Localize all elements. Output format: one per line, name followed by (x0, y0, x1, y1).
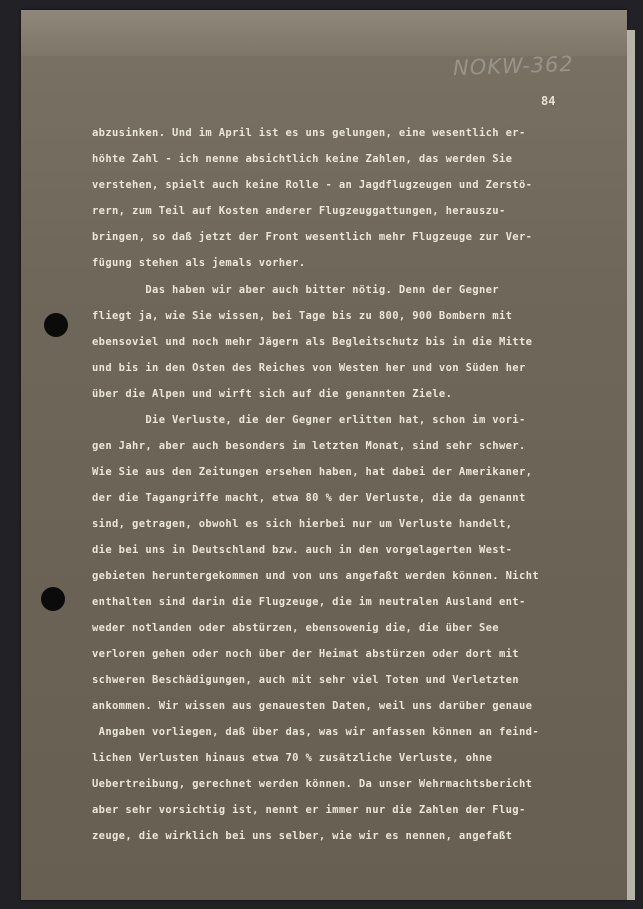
punch-hole-top (44, 313, 68, 337)
text-line: Das haben wir aber auch bitter nötig. Denn der Gegner (92, 284, 499, 296)
text-line: über die Alpen und wirft sich auf die genannten Ziele. (92, 388, 453, 400)
text-line: abzusinken. Und im April ist es uns gelungen, eine wesentlich er- (92, 127, 526, 139)
text-line: fliegt ja, wie Sie wissen, bei Tage bis zu 800, 900 Bombern mit (92, 310, 513, 322)
text-line: und bis in den Osten des Reiches von Westen her und von Süden her (92, 362, 526, 374)
text-line: Die Verluste, die der Gegner erlitten hat, schon im vori- (92, 414, 526, 426)
punch-hole-bottom (41, 587, 65, 611)
text-line: enthalten sind darin die Flugzeuge, die im neutralen Ausland ent- (92, 596, 526, 608)
text-line: fügung stehen als jemals vorher. (92, 257, 306, 269)
document-page (21, 10, 627, 900)
text-line: Wie Sie aus den Zeitungen ersehen haben, hat dabei der Amerikaner, (92, 466, 533, 478)
text-line: rern, zum Teil auf Kosten anderer Flugzeuggattungen, herauszu- (92, 205, 506, 217)
underlying-sheet-edge (627, 30, 635, 900)
text-line: schweren Beschädigungen, auch mit sehr viel Toten und Verletzten (92, 674, 519, 686)
text-line: verstehen, spielt auch keine Rolle - an Jagdflugzeugen und Zerstö- (92, 179, 533, 191)
page-number: 84 (541, 94, 556, 108)
text-line: lichen Verlusten hinaus etwa 70 % zusätzliche Verluste, ohne (92, 752, 493, 764)
text-line: gebieten heruntergekommen und von uns angefaßt werden können. Nicht (92, 570, 539, 582)
text-line: bringen, so daß jetzt der Front wesentlich mehr Flugzeuge zur Ver- (92, 231, 533, 243)
text-line: weder notlanden oder abstürzen, ebensowenig die, die über See (92, 622, 499, 634)
text-line: die bei uns in Deutschland bzw. auch in den vorgelagerten West- (92, 544, 513, 556)
text-line: der die Tagangriffe macht, etwa 80 % der Verluste, die da genannt (92, 492, 526, 504)
text-line: ebensoviel und noch mehr Jägern als Begleitschutz bis in die Mitte (92, 336, 533, 348)
text-line: zeuge, die wirklich bei uns selber, wie wir es nennen, angefaßt (92, 830, 513, 842)
text-line: verloren gehen oder noch über der Heimat abstürzen oder dort mit (92, 648, 519, 660)
text-line: gen Jahr, aber auch besonders im letzten Monat, sind sehr schwer. (92, 440, 526, 452)
page-top-band (21, 10, 627, 56)
text-line: sind, getragen, obwohl es sich hierbei nur um Verluste handelt, (92, 518, 513, 530)
text-line: ankommen. Wir wissen aus genauesten Daten, weil uns darüber genaue (92, 700, 533, 712)
archive-stamp: NOKW-362 (452, 51, 575, 81)
text-line: Uebertreibung, gerechnet werden können. Da unser Wehrmachtsbericht (92, 778, 533, 790)
text-line: Angaben vorliegen, daß über das, was wir anfassen können an feind- (92, 726, 539, 738)
text-line: aber sehr vorsichtig ist, nennt er immer nur die Zahlen der Flug- (92, 804, 526, 816)
text-line: höhte Zahl - ich nenne absichtlich keine Zahlen, das werden Sie (92, 153, 513, 165)
